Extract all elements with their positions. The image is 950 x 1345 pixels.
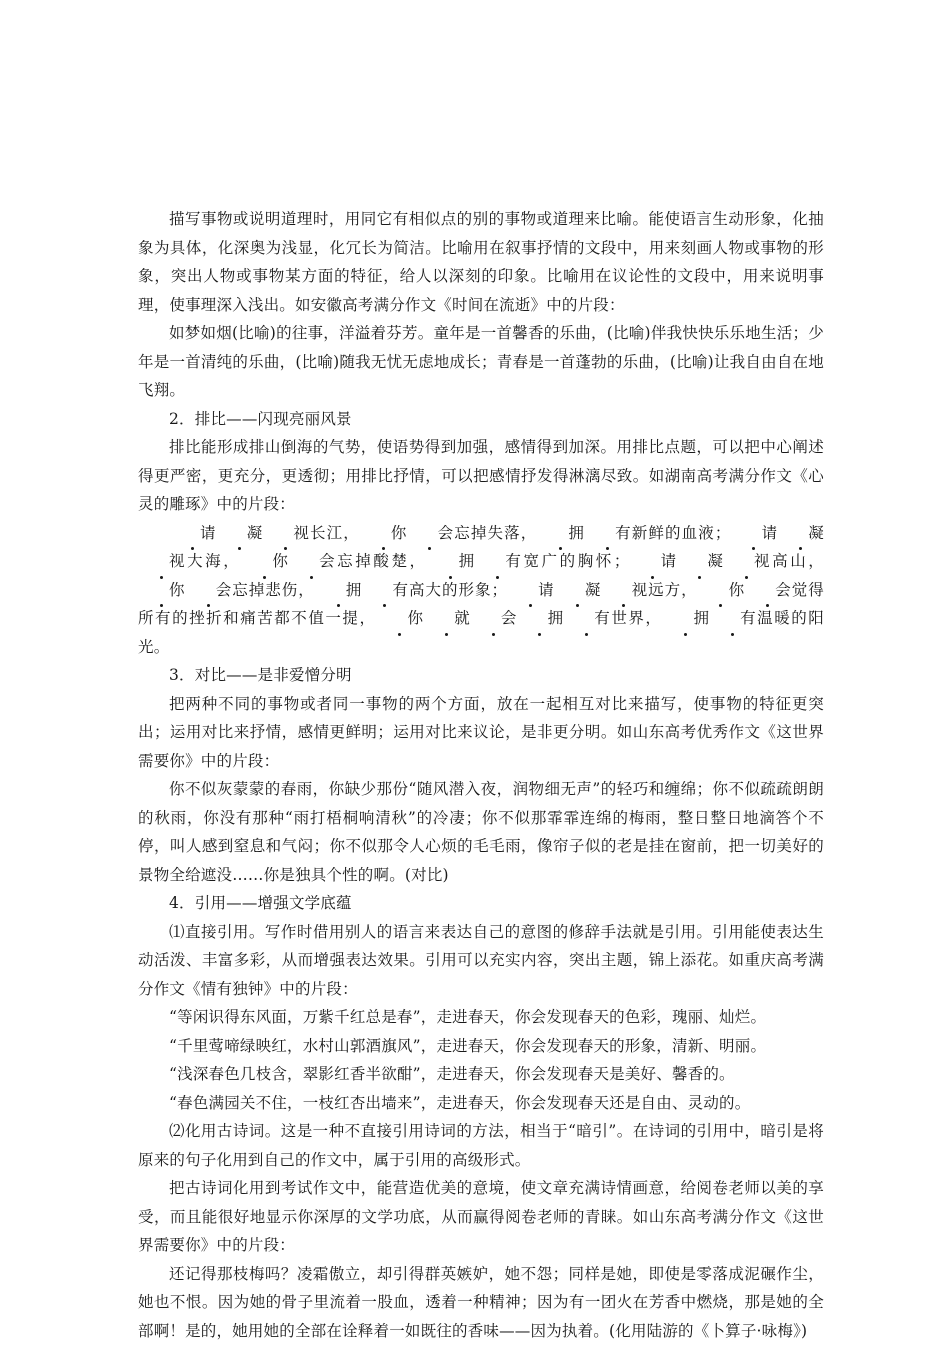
body-paragraph: ⑴直接引用。写作时借用别人的语言来表达自己的意图的修辞手法就是引用。引用能使表达生动活泼、丰富多彩，从而增强表达效果。引用可以充实内容，突出主题，锦上添花。如重庆高考满分作文《情有独钟》中的片段：: [138, 918, 824, 1004]
document-body: [138, 205, 824, 1345]
example-paragraph: 请 凝 视长江， 你 会忘掉失落， 拥 有新鲜的血液； 请 凝视大海， 你 会忘掉酸楚， 拥 有宽广的胸怀； 请 凝 视高山，你 会忘掉悲伤， 拥 有高大的形象； 请 凝 视远方， 你 会觉得所有的挫折和痛苦都不值一提， 你 就 会 拥 有世界， 拥 有温暖的阳光。: [138, 519, 824, 662]
example-paragraph: “春色满园关不住，一枝红杏出墙来”，走进春天，你会发现春天还是自由、灵动的。: [138, 1089, 824, 1118]
body-paragraph: 描写事物或说明道理时，用同它有相似点的别的事物或道理来比喻。能使语言生动形象，化抽象为具体，化深奥为浅显，化冗长为简洁。比喻用在叙事抒情的文段中，用来刻画人物或事物的形象，突出人物或事物某方面的特征，给人以深刻的印象。比喻用在议论性的文段中，用来说明事理，使事理深入浅出。如安徽高考满分作文《时间在流逝》中的片段：: [138, 205, 824, 319]
section-heading: 3．对比——是非爱憎分明: [138, 661, 824, 690]
body-paragraph: 排比能形成排山倒海的气势，使语势得到加强，感情得到加深。用排比点题，可以把中心阐述得更严密，更充分，更透彻；用排比抒情，可以把感情抒发得淋漓尽致。如湖南高考满分作文《心灵的雕琢》中的片段：: [138, 433, 824, 519]
section-heading: 2．排比——闪现亮丽风景: [138, 405, 824, 434]
example-paragraph: 你不似灰蒙蒙的春雨，你缺少那份“随风潜入夜，润物细无声”的轻巧和缠绵；你不似疏疏朗朗的秋雨，你没有那种“雨打梧桐响清秋”的冷凄；你不似那霏霏连绵的梅雨，整日整日地滴答个不停，叫人感到窒息和气闷；你不似那令人心烦的毛毛雨，像帘子似的老是挂在窗前，把一切美好的景物全给遮没……你是独具个性的啊。(对比): [138, 775, 824, 889]
example-paragraph: “千里莺啼绿映红，水村山郭酒旗风”，走进春天，你会发现春天的形象，清新、明丽。: [138, 1032, 824, 1061]
body-paragraph: 把古诗词化用到考试作文中，能营造优美的意境，使文章充满诗情画意，给阅卷老师以美的享受，而且能很好地显示你深厚的文学功底，从而赢得阅卷老师的青睐。如山东高考满分作文《这世界需要你》中的片段：: [138, 1174, 824, 1260]
example-paragraph: “等闲识得东风面，万紫千红总是春”，走进春天，你会发现春天的色彩，瑰丽、灿烂。: [138, 1003, 824, 1032]
example-paragraph: 还记得那枝梅吗？凌霜傲立，却引得群英嫉妒，她不怨；同样是她，即使是零落成泥碾作尘，她也不恨。因为她的骨子里流着一股血，透着一种精神；因为有一团火在芳香中燃烧，那是她的全部啊！是的，她用她的全部在诠释着一如既往的香味——因为执着。(化用陆游的《卜算子·咏梅》): [138, 1260, 824, 1345]
body-paragraph: 把两种不同的事物或者同一事物的两个方面，放在一起相互对比来描写，使事物的特征更突出；运用对比来抒情，感情更鲜明；运用对比来议论，是非更分明。如山东高考优秀作文《这世界需要你》中的片段：: [138, 690, 824, 776]
example-paragraph: 如梦如烟(比喻)的往事，洋溢着芬芳。童年是一首馨香的乐曲，(比喻)伴我快快乐乐地生活；少年是一首清纯的乐曲，(比喻)随我无忧无虑地成长；青春是一首蓬勃的乐曲，(比喻)让我自由自在地飞翔。: [138, 319, 824, 405]
body-paragraph: ⑵化用古诗词。这是一种不直接引用诗词的方法，相当于“暗引”。在诗词的引用中，暗引是将原来的句子化用到自己的作文中，属于引用的高级形式。: [138, 1117, 824, 1174]
example-paragraph: “浅深春色几枝含，翠影红香半欲酣”，走进春天，你会发现春天是美好、馨香的。: [138, 1060, 824, 1089]
section-heading: 4．引用——增强文学底蕴: [138, 889, 824, 918]
